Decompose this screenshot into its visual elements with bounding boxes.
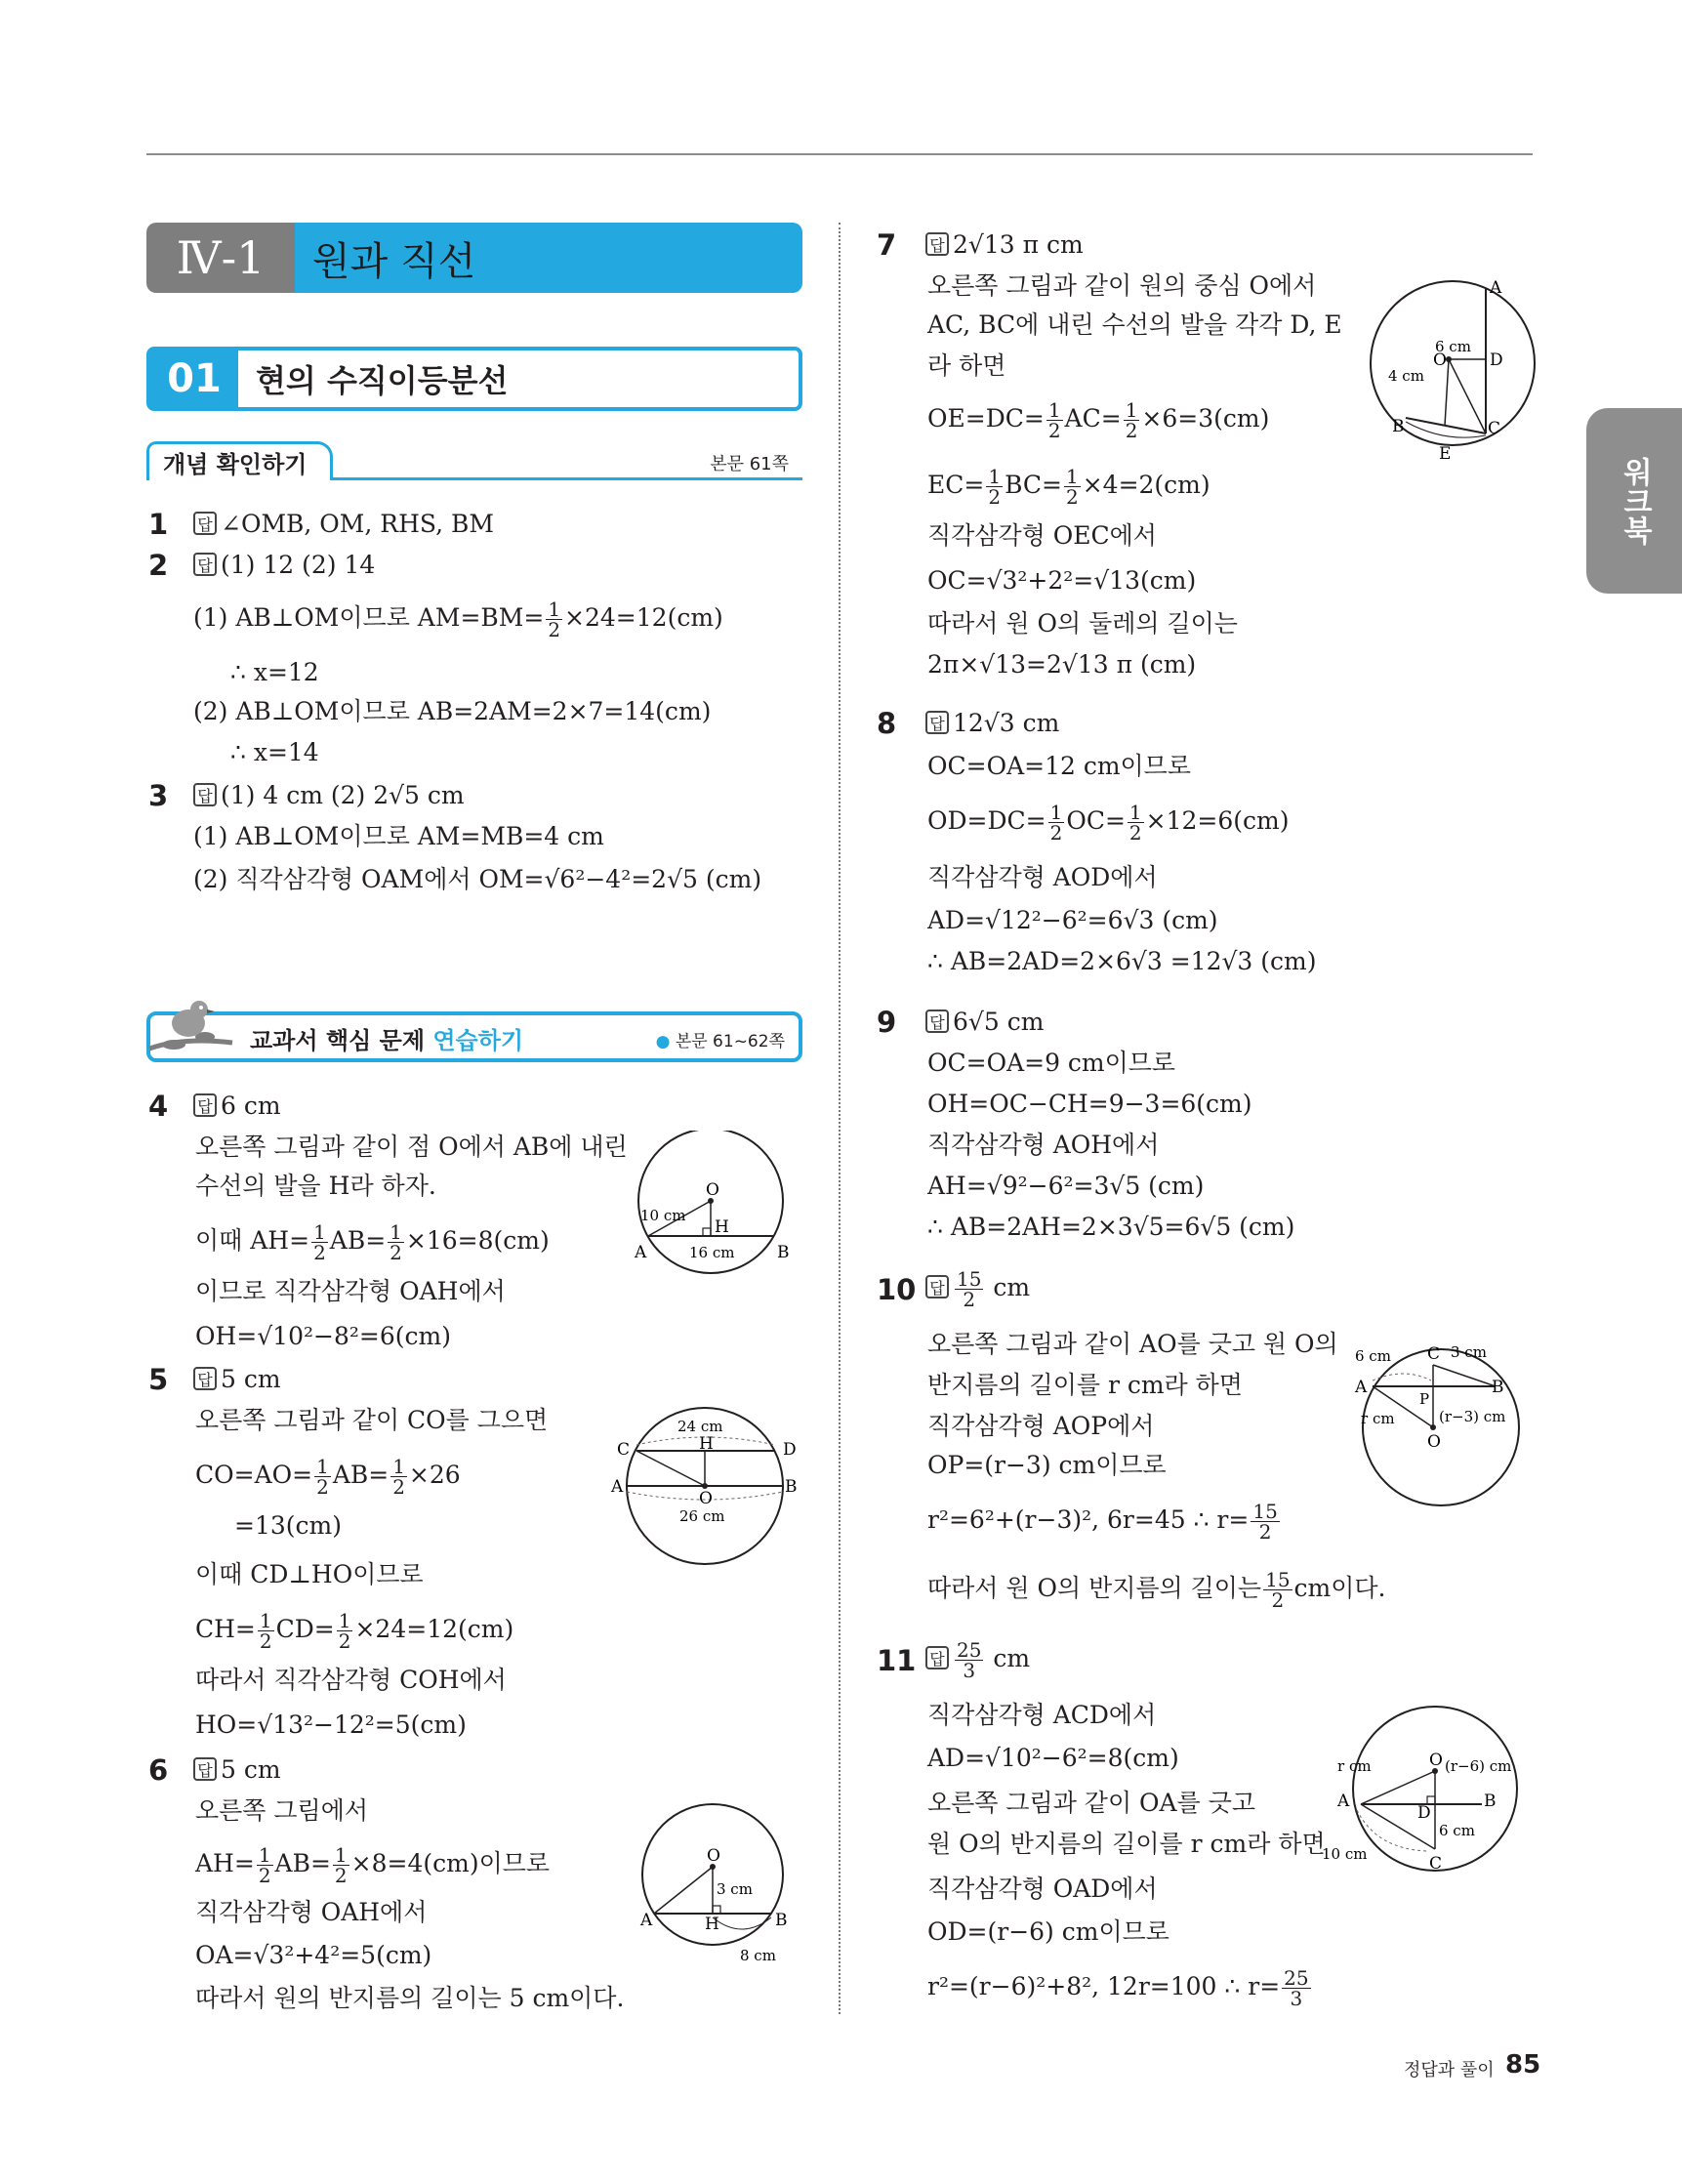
column-divider [839,223,841,2014]
text: AB= [329,1226,387,1255]
problem-7-line [927,400,1269,440]
fraction [955,1640,983,1680]
numerator: 1 [1125,398,1138,422]
problem-3-line: (2) 직각삼각형 OAM에서 OM=√6²−4²=2√5 (cm) [193,865,762,893]
problem-11-line: 직각삼각형 OAD에서 [927,1875,1158,1903]
problem-2-line: (2) AB⊥OM이므로 AB=2AM=2×7=14(cm) [193,697,712,725]
page-number: 85 [1505,2050,1541,2080]
answer-icon: 답 [193,553,217,576]
numerator: 1 [1047,398,1061,422]
label-chord: 16 cm [689,1244,735,1261]
text: 따라서 원 O의 반지름의 길이는 [927,1574,1262,1602]
fraction [1048,803,1065,843]
numerator: 1 [259,1609,272,1632]
problem-7-number: 7 [877,228,897,262]
numerator: 15 [1265,1568,1291,1591]
label-diameter: 26 cm [679,1507,725,1525]
concept-check-header [146,441,802,480]
label-O: O [1427,1432,1441,1452]
denominator: 2 [1125,419,1138,442]
highlight-text: 연습하기 [432,1027,524,1054]
fraction [333,1845,349,1885]
problem-6-line: 따라서 원의 반지름의 길이는 5 cm이다. [195,1984,625,2012]
text: ×6=3(cm) [1141,404,1270,433]
section-number: 01 [150,350,238,407]
problem-10-line: 직각삼각형 AOP에서 [927,1412,1155,1440]
denominator: 2 [1065,485,1079,509]
problem-6-number: 6 [148,1753,169,1787]
label-C: C [1427,1344,1441,1364]
answer-text: 6 cm [221,1092,281,1120]
label-O: O [706,1180,719,1200]
denominator: 3 [963,1659,976,1682]
label-H: H [715,1217,729,1237]
problem-7-line: 오른쪽 그림과 같이 원의 중심 O에서 [927,271,1317,300]
label-E: E [1439,444,1452,463]
problem-11-line [927,1968,1313,2008]
label-A: A [635,1243,647,1262]
problem-6-line: OA=√3²+4²=5(cm) [195,1941,432,1969]
problem-3-answer [193,779,465,812]
practice-title [250,1021,523,1055]
denominator: 2 [963,1288,976,1311]
denominator: 3 [1290,1987,1303,2010]
answer-icon: 답 [925,232,949,256]
label-B: B [785,1477,798,1497]
label-B: B [775,1911,788,1930]
chapter-title: 원과 직선 [295,223,802,293]
chapter-number: Ⅳ-1 [146,223,295,293]
problem-5-line: =13(cm) [234,1511,342,1540]
text: ×26 [408,1461,461,1489]
answer-icon: 답 [193,1367,217,1390]
answer-text: 5 cm [221,1755,281,1784]
answer-text: 12√3 cm [953,709,1060,737]
bullet-icon: ● [655,1032,671,1051]
problem-7-line: 직각삼각형 OEC에서 [927,521,1157,550]
denominator: 2 [258,1864,271,1887]
label-radius: r cm [1361,1410,1395,1427]
problem-10-line: 반지름의 길이를 r cm라 하면 [927,1371,1243,1399]
numerator: 1 [258,1843,271,1867]
label-C: C [1488,419,1501,438]
problem-9-line: ∴ AB=2AH=2×3√5=6√5 (cm) [927,1213,1295,1241]
fraction [1128,803,1144,843]
fraction [1263,1570,1292,1610]
numerator: 15 [1252,1500,1278,1523]
text: cm이다. [1293,1574,1386,1602]
problem-4-answer [193,1090,281,1123]
problem-7-line: 2π×√13=2√13 π (cm) [927,650,1197,679]
denominator: 2 [1049,821,1063,845]
problem-5-line: 오른쪽 그림과 같이 CO를 그으면 [195,1406,549,1434]
problem-5-line: HO=√13²−12²=5(cm) [195,1710,467,1739]
practice-page-ref [656,1027,785,1051]
label-O: O [1429,1751,1443,1770]
section-header [146,347,802,411]
denominator: 2 [1258,1520,1272,1544]
denominator: 2 [338,1629,351,1653]
numerator: 1 [334,1843,348,1867]
problem-7-line: 라 하면 [927,351,1006,380]
numerator: 1 [313,1220,326,1244]
label-radius: 10 cm [640,1207,686,1224]
problem-5-line: 따라서 직각삼각형 COH에서 [195,1666,507,1694]
label-O: O [707,1846,720,1866]
label-od: 6 cm [1435,338,1471,355]
problem-1-number: 1 [148,508,169,541]
text: AC= [1064,404,1122,433]
problem-10-line: OP=(r−3) cm이므로 [927,1451,1167,1479]
answer-icon: 답 [193,1757,217,1781]
text: OE=DC= [927,404,1045,433]
problem-8-line: 직각삼각형 AOD에서 [927,863,1158,891]
answer-icon: 답 [193,1093,217,1117]
problem-9-line: AH=√9²−6²=3√5 (cm) [927,1172,1205,1200]
fraction [1064,467,1081,507]
label-chord: 8 cm [740,1947,776,1964]
problem-3-number: 3 [148,779,169,812]
problem-6-line [195,1845,550,1885]
answer-text: (1) 4 cm (2) 2√5 cm [221,781,465,809]
problem-4-line: 오른쪽 그림과 같이 점 O에서 AB에 내린 [195,1133,628,1161]
text: ×8=4(cm)이므로 [350,1849,551,1877]
problem-2-number: 2 [148,549,169,582]
fraction [955,1269,983,1309]
text: r²=6²+(r−3)², 6r=45 ∴ r= [927,1505,1250,1534]
denominator: 2 [313,1241,326,1264]
problem-8-answer [925,707,1059,740]
text: ×12=6(cm) [1145,806,1290,835]
label-radius: r cm [1337,1757,1372,1775]
problem-7-line [927,467,1210,507]
answer-icon: 답 [193,783,217,806]
text: AB= [332,1461,390,1489]
problem-4-number: 4 [148,1090,169,1123]
concept-title: 개념 확인하기 [146,441,333,480]
label-D: D [783,1440,797,1460]
fraction [337,1611,353,1651]
figure-7 [1367,277,1542,463]
practice-header [146,1011,802,1062]
label-dc: 6 cm [1439,1822,1475,1839]
problem-5-answer [193,1363,281,1396]
text: ×16=8(cm) [405,1226,550,1255]
problem-2-line [193,599,723,639]
label-op: (r−3) cm [1439,1408,1506,1425]
text: ×24=12(cm) [564,603,723,632]
problem-8-line: OC=OA=12 cm이므로 [927,752,1191,780]
problem-10-answer [925,1269,1030,1309]
section-title: 현의 수직이등분선 [256,362,509,399]
answer-text: 6√5 cm [953,1008,1045,1036]
denominator: 2 [392,1475,405,1499]
answer-unit: cm [993,1644,1031,1672]
problem-5-line [195,1611,513,1651]
fraction [388,1222,404,1262]
text: OC= [1066,806,1126,835]
numerator: 1 [1049,801,1063,824]
problem-8-line: ∴ AB=2AD=2×6√3 =12√3 (cm) [927,947,1317,975]
problem-7-answer [925,228,1084,262]
numerator: 15 [957,1267,982,1291]
problem-8-number: 8 [877,707,897,740]
text: 교과서 [250,1027,326,1054]
problem-4-line: 수선의 발을 H라 하자. [195,1172,436,1200]
denominator: 2 [1271,1588,1285,1612]
problem-7-line: 따라서 원 O의 둘레의 길이는 [927,609,1238,638]
problem-6-line: 오른쪽 그림에서 [195,1796,368,1825]
fraction [390,1457,407,1497]
label-D: D [1490,350,1503,370]
denominator: 2 [548,618,561,641]
answer-icon: 답 [925,1646,949,1669]
fraction [257,1845,273,1885]
problem-9-line: 직각삼각형 AOH에서 [927,1131,1160,1159]
problem-11-line: OD=(r−6) cm이므로 [927,1917,1169,1946]
problem-11-line: AD=√10²−6²=8(cm) [927,1744,1179,1772]
problem-10-line: 오른쪽 그림과 같이 AO를 긋고 원 O의 [927,1330,1338,1358]
bird-icon [144,988,242,1066]
problem-9-line: OC=OA=9 cm이므로 [927,1049,1176,1077]
denominator: 2 [988,485,1002,509]
problem-3-line: (1) AB⊥OM이므로 AM=MB=4 cm [193,822,604,850]
label-ap: 6 cm [1355,1347,1391,1365]
label-C: C [1429,1854,1443,1874]
problem-11-line: 오른쪽 그림과 같이 OA를 긋고 [927,1789,1255,1817]
text: r²=(r−6)²+8², 12r=100 ∴ r= [927,1972,1281,2000]
label-H: H [705,1915,719,1934]
denominator: 2 [259,1629,272,1653]
numerator: 1 [548,598,561,621]
problem-7-line: AC, BC에 내린 수선의 발을 각각 D, E [927,310,1342,339]
answer-text: 2√13 π cm [953,230,1084,259]
problem-5-line: 이때 CD⊥HO이므로 [195,1560,424,1588]
answer-icon: 답 [193,512,217,535]
answer-icon: 답 [925,711,949,734]
text: CH= [195,1615,256,1643]
fraction [314,1457,331,1497]
text: ×24=12(cm) [354,1615,514,1643]
numerator: 1 [316,1455,329,1478]
footer-label: 정답과 풀이 [1404,2060,1495,2081]
label-C: C [617,1440,631,1460]
text: 본문 61~62쪽 [675,1032,785,1051]
label-chord-top: 24 cm [677,1418,723,1435]
label-ac: 10 cm [1322,1845,1368,1863]
problem-4-line: 이므로 직각삼각형 OAH에서 [195,1277,506,1305]
text: ×4=2(cm) [1082,471,1210,499]
problem-7-line: OC=√3²+2²=√13(cm) [927,566,1197,595]
denominator: 2 [316,1475,329,1499]
label-A: A [640,1911,653,1930]
text: BC= [1005,471,1062,499]
figure-4 [625,1131,800,1277]
label-B: B [777,1243,790,1262]
label-A: A [1490,278,1502,298]
problem-2-line: ∴ x=12 [230,658,319,686]
label-H: H [699,1434,714,1454]
problem-1-answer [193,508,494,541]
text: AB= [274,1849,331,1877]
problem-4-line: OH=√10²−8²=6(cm) [195,1322,451,1350]
text: OD=DC= [927,806,1046,835]
denominator: 2 [334,1864,348,1887]
answer-icon: 답 [925,1010,949,1033]
chapter-header [146,223,802,293]
label-A: A [1355,1378,1368,1397]
fraction [546,599,562,639]
problem-6-line: 직각삼각형 OAH에서 [195,1898,428,1926]
label-od: (r−6) cm [1445,1757,1512,1775]
text: EC= [927,471,985,499]
problem-10-number: 10 [877,1273,917,1306]
label-A: A [1337,1792,1350,1811]
fraction [1251,1502,1279,1542]
label-cp: 3 cm [1451,1343,1487,1361]
label-B: B [1484,1792,1497,1811]
numerator: 1 [1128,801,1142,824]
answer-text: (1) 12 (2) 14 [221,551,376,579]
label-B: B [1492,1378,1504,1397]
text: (1) AB⊥OM이므로 AM=BM= [193,603,545,632]
problem-10-line [927,1570,1386,1610]
fraction [1282,1968,1310,2008]
numerator: 25 [1284,1966,1309,1990]
label-oe: 4 cm [1388,367,1424,385]
problem-5-line [195,1457,461,1497]
problem-6-answer [193,1753,281,1787]
numerator: 1 [988,465,1002,488]
text: 핵심 문제 [325,1027,433,1054]
problem-2-answer [193,549,375,582]
workbook-side-tab: 워크북 [1586,408,1682,594]
denominator: 2 [1047,419,1061,442]
label-O: O [1433,350,1447,370]
text: CD= [275,1615,335,1643]
fraction [1046,400,1063,440]
denominator: 2 [1128,821,1142,845]
label-P: P [1419,1390,1430,1408]
label-A: A [611,1477,624,1497]
problem-9-answer [925,1006,1044,1039]
label-O: O [699,1489,713,1508]
problem-11-line: 직각삼각형 ACD에서 [927,1701,1157,1729]
fraction [986,467,1003,507]
text: CO=AO= [195,1461,313,1489]
problem-8-line: AD=√12²−6²=6√3 (cm) [927,906,1218,934]
numerator: 1 [392,1455,405,1478]
answer-text: 5 cm [221,1365,281,1393]
problem-9-line: OH=OC−CH=9−3=6(cm) [927,1090,1252,1118]
problem-8-line [927,803,1289,843]
numerator: 1 [338,1609,351,1632]
problem-4-line [195,1222,550,1262]
numerator: 1 [1065,465,1079,488]
label-height: 3 cm [717,1880,753,1898]
problem-9-number: 9 [877,1006,897,1039]
figure-11 [1318,1703,1533,1878]
figure-6 [633,1796,808,1972]
problem-10-line [927,1502,1282,1542]
concept-page-ref: 본문 61쪽 [710,454,789,474]
problem-5-number: 5 [148,1363,169,1396]
label-D: D [1417,1803,1431,1823]
denominator: 2 [390,1241,402,1264]
text: AH= [195,1849,255,1877]
answer-icon: 답 [925,1275,949,1298]
answer-unit: cm [993,1273,1031,1301]
problem-11-number: 11 [877,1644,917,1677]
top-rule [146,153,1533,155]
numerator: 25 [957,1638,982,1662]
problem-11-line: 원 O의 반지름의 길이를 r cm라 하면 [927,1830,1326,1858]
problem-11-answer [925,1640,1030,1680]
problem-2-line: ∴ x=14 [230,738,319,766]
numerator: 1 [390,1220,402,1244]
fraction [258,1611,274,1651]
fraction [311,1222,328,1262]
figure-10 [1347,1338,1523,1513]
answer-text: ∠OMB, OM, RHS, BM [221,510,495,538]
figure-5 [607,1406,802,1567]
label-B: B [1392,417,1405,436]
text: 이때 AH= [195,1226,310,1255]
fraction [1124,400,1140,440]
